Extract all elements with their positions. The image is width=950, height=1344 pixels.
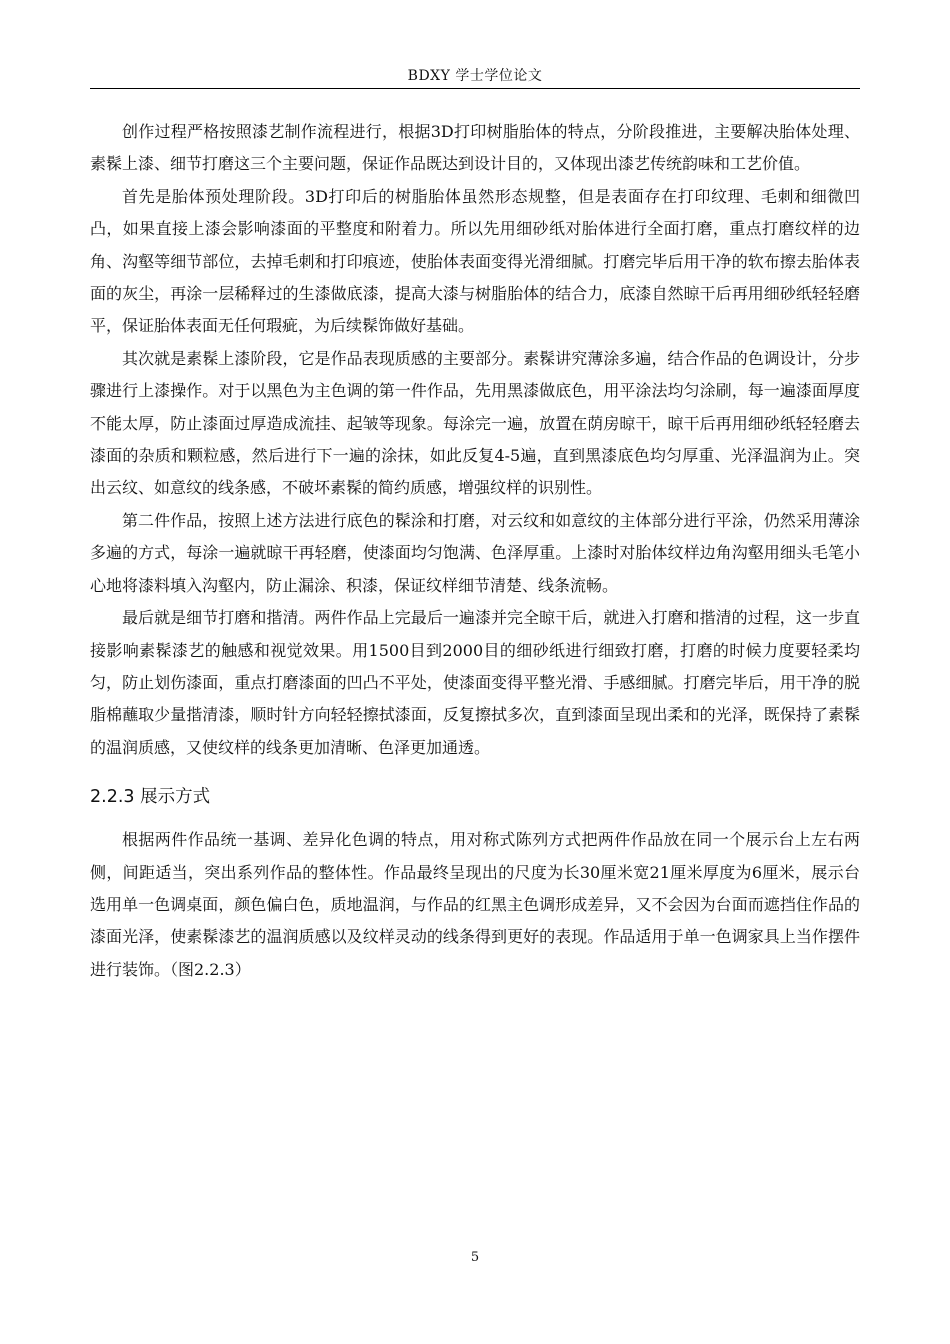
paragraph-substrate-prep: 首先是胎体预处理阶段。3D打印后的树脂胎体虽然形态规整，但是表面存在打印纹理、毛刺和细微凹凸，如果直接上漆会影响漆面的平整度和附着力。所以先用细砂纸对胎体进行全面打磨，重点打磨纹样的边角、沟壑等细节部位，去掉毛刺和打印痕迹，使胎体表面变得光滑细腻。打磨完毕后用干净的软布擦去胎体表面的灰尘，再涂一层稀释过的生漆做底漆，提高大漆与树脂胎体的结合力，底漆自然晾干后再用细砂纸轻轻磨平，保证胎体表面无任何瑕疵，为后续髹饰做好基础。 bbox=[90, 186, 860, 336]
header-rule bbox=[90, 88, 860, 89]
paragraph-second-work: 第二件作品，按照上述方法进行底色的髹涂和打磨，对云纹和如意纹的主体部分进行平涂，仍然采用薄涂多遍的方式，每涂一遍就晾干再轻磨，使漆面均匀饱满、色泽厚重。上漆时对胎体纹样边角沟壑用细头毛笔小心地将漆料填入沟壑内，防止漏涂、积漆，保证纹样细节清楚、线条流畅。 bbox=[90, 510, 860, 595]
section-heading: 2.2.3 展示方式 bbox=[90, 787, 211, 808]
paragraph-polishing: 最后就是细节打磨和揩清。两件作品上完最后一遍漆并完全晾干后，就进入打磨和揩清的过程，这一步直接影响素髹漆艺的触感和视觉效果。用1500目到2000目的细砂纸进行细致打磨，打磨的时候力度要轻柔均匀，防止划伤漆面，重点打磨漆面的凹凸不平处，使漆面变得平整光滑、手感细腻。打磨完毕后，用干净的脱脂棉蘸取少量揩清漆，顺时针方向轻轻擦拭漆面，反复擦拭多次，直到漆面呈现出柔和的光泽，既保持了素髹的温润质感，又使纹样的线条更加清晰、色泽更加通透。 bbox=[90, 608, 860, 757]
paragraph-display: 根据两件作品统一基调、差异化色调的特点，用对称式陈列方式把两件作品放在同一个展示台上左右两侧，间距适当，突出系列作品的整体性。作品最终呈现出的尺度为长30厘米宽21厘米厚度为6厘米，展示台选用单一色调桌面，颜色偏白色，质地温润，与作品的红黑主色调形成差异，又不会因为台面而遮挡住作品的漆面光泽，使素髹漆艺的温润质感以及纹样灵动的线条得到更好的表现。作品适用于单一色调家具上当作摆件进行装饰。（图2.2.3） bbox=[90, 830, 860, 979]
body-text bbox=[90, 116, 860, 986]
paragraph-lacquering: 其次就是素髹上漆阶段，它是作品表现质感的主要部分。素髹讲究薄涂多遍，结合作品的色调设计，分步骤进行上漆操作。对于以黑色为主色调的第一件作品，先用黑漆做底色，用平涂法均匀涂刷，每一遍漆面厚度不能太厚，防止漆面过厚造成流挂、起皱等现象。每涂完一遍，放置在荫房晾干，晾干后再用细砂纸轻轻磨去漆面的杂质和颗粒感，然后进行下一遍的涂抹，如此反复4-5遍，直到黑漆底色均匀厚重、光泽温润为止。突出云纹、如意纹的线条感，不破坏素髹的简约质感，增强纹样的识别性。 bbox=[90, 348, 860, 498]
page-number: 5 bbox=[470, 1250, 480, 1265]
paragraph-intro: 创作过程严格按照漆艺制作流程进行，根据3D打印树脂胎体的特点，分阶段推进，主要解决胎体处理、素髹上漆、细节打磨这三个主要问题，保证作品既达到设计目的，又体现出漆艺传统韵味和工艺价值。 bbox=[90, 122, 860, 174]
running-header: BDXY 学士学位论文 bbox=[407, 68, 543, 84]
